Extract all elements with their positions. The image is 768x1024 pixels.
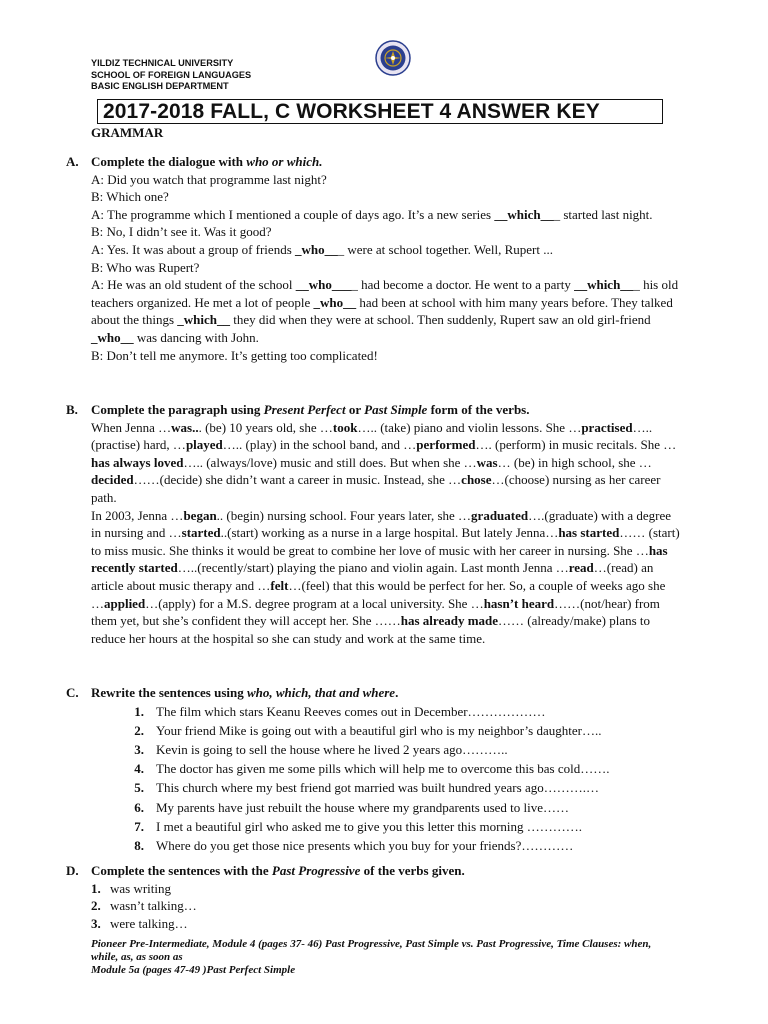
- answer: _who__: [313, 294, 357, 310]
- list-item: [91, 759, 681, 778]
- section-d-instruction: D. Complete the sentences with the Past Progressive of the verbs given.: [66, 863, 465, 878]
- answer: has already made: [400, 613, 499, 629]
- list-item: [91, 798, 681, 817]
- item-text: wasn’t talking…: [110, 898, 197, 914]
- paragraph-text: …..(practise) hard, …: [91, 419, 653, 453]
- paragraph-text: …… (start) to miss music. She thinks it would be great to combine her love of music with her career in nursing. She …: [91, 525, 680, 558]
- rewrite-list: [91, 702, 681, 856]
- section-c-instruction: C. Rewrite the sentences using who, which, that and where.: [66, 685, 399, 700]
- item-number: 3.: [134, 742, 144, 757]
- item-text: My parents have just rebuilt the house where my grandparents used to live……: [156, 799, 570, 815]
- answer: played: [185, 437, 223, 453]
- worksheet-title: 2017-2018 FALL, C WORKSHEET 4 ANSWER KEY: [103, 100, 600, 123]
- answer: _which__: [177, 312, 231, 328]
- section-b: [66, 401, 681, 647]
- dialogue-line: A: Did you watch that programme last night?: [91, 171, 327, 187]
- answer: has started: [558, 525, 620, 541]
- list-item: [91, 778, 681, 797]
- page-footer: [91, 938, 681, 978]
- section-d-letter: D.: [66, 863, 79, 878]
- paragraph-text: .. (begin) nursing school. Four years later, she …: [216, 507, 472, 523]
- paragraph-text: ….(graduate) with a degree in nursing and …: [91, 507, 672, 541]
- dialogue-line: A: Yes. It was about a group of friends _who___ were at school together. Well, Rupert ...: [91, 241, 553, 257]
- item-text: Kevin is going to sell the house where he lived 2 years ago………..: [156, 742, 508, 757]
- paragraph-text: When Jenna …: [91, 419, 172, 435]
- paragraph-text: …..(recently/start) playing the piano and violin again. Last month Jenna …: [177, 560, 569, 576]
- item-number: 1.: [91, 880, 101, 896]
- section-b-letter: B.: [66, 402, 78, 417]
- section-c-letter: C.: [66, 685, 79, 700]
- answer: __who___: [295, 277, 352, 293]
- item-number: 2.: [91, 898, 101, 914]
- department-name: BASIC ENGLISH DEPARTMENT: [91, 81, 229, 91]
- paragraph-text: …… (already/make) plans to reduce her hours at the hospital so she can study and work at the same time.: [91, 613, 651, 646]
- paragraph-text: ..(start) working as a nurse in a large hospital. But lately Jenna…: [220, 525, 559, 541]
- school-name: SCHOOL OF FOREIGN LANGUAGES: [91, 69, 252, 80]
- item-text: The film which stars Keanu Reeves comes out in December………………: [156, 703, 546, 719]
- answer: read: [568, 560, 594, 576]
- item-text: This church where my best friend got married was built hundred years ago……….…: [156, 780, 599, 796]
- list-item: [91, 817, 681, 836]
- university-seal-icon: [375, 40, 411, 76]
- footer-line-1: Pioneer Pre-Intermediate, Module 4 (pages 37- 46) Past Progressive, Past Simple vs. Past Progressive, Time Clauses: when, while, as, as soon as: [91, 938, 652, 964]
- paragraph-text: …(choose) nursing as her career path.: [91, 472, 661, 505]
- item-text: Your friend Mike is going out with a beautiful girl who is my neighbor’s daughter…..: [156, 722, 602, 738]
- item-text: I met a beautiful girl who asked me to give you this letter this morning ………….: [156, 818, 583, 834]
- list-item: [91, 702, 681, 721]
- answer: graduated: [471, 507, 529, 523]
- section-a-letter: A.: [66, 154, 79, 169]
- item-number: 2.: [134, 722, 144, 738]
- dialogue-line: B: Don’t tell me anymore. It’s getting too complicated!: [91, 347, 378, 363]
- answer: __which__: [574, 277, 634, 293]
- answer: _who__: [91, 329, 134, 345]
- worksheet-title-box: [97, 99, 663, 124]
- paragraph-text: ….. (always/love) music and still does. But when she …: [183, 454, 477, 470]
- section-a-instruction: A. Complete the dialogue with who or which.: [66, 154, 323, 169]
- paragraph-1: [91, 419, 681, 507]
- answer: has always loved: [91, 454, 184, 470]
- grammar-heading: GRAMMAR: [91, 125, 164, 140]
- answer: felt: [270, 577, 289, 593]
- answer: started: [181, 525, 221, 541]
- item-text: Where do you get those nice presents which you buy for your friends?…………: [156, 838, 574, 854]
- answer: _who__: [295, 241, 338, 257]
- past-progressive-list: [91, 880, 681, 933]
- item-number: 8.: [134, 838, 144, 854]
- paragraph-text: ….. (play) in the school band, and …: [222, 437, 417, 453]
- answer: performed: [416, 437, 476, 453]
- item-text: The doctor has given me some pills which will help me to overcome this bas cold…….: [156, 761, 610, 777]
- answer: practised: [581, 419, 633, 435]
- answer: applied: [104, 595, 146, 611]
- paragraph-text: … (be) in high school, she …: [497, 454, 652, 470]
- answer: chose: [461, 472, 492, 488]
- paragraph-text: ……(decide) she didn’t want a career in music. Instead, she …: [133, 472, 462, 488]
- item-number: 6.: [134, 799, 144, 815]
- answer: has recently started: [91, 542, 668, 576]
- item-number: 3.: [91, 916, 101, 932]
- list-item: [91, 915, 681, 933]
- answer: was..: [171, 419, 199, 435]
- paragraph-text: ……(not/hear) from them yet, but she’s confident they will accept her. She ……: [91, 595, 660, 629]
- list-item: [91, 897, 681, 915]
- list-item: [91, 880, 681, 898]
- paragraph-text: In 2003, Jenna …: [91, 507, 184, 523]
- paragraph-2: [91, 507, 681, 648]
- answer: hasn’t heard: [483, 595, 555, 611]
- dialogue-line: B: No, I didn’t see it. Was it good?: [91, 224, 272, 240]
- paragraph-text: …(apply) for a M.S. degree program at a local university. She …: [145, 595, 484, 611]
- paragraph-text: …(read) an article about music therapy and …: [91, 560, 654, 593]
- list-item: [91, 836, 681, 855]
- paragraph-text: ….. (take) piano and violin lessons. She …: [357, 419, 582, 435]
- answer: decided: [91, 472, 134, 488]
- item-number: 7.: [134, 818, 144, 834]
- dialogue-line: A: He was an old student of the school __who____ had become a doctor. He went to a party __which___ his old teachers organized. He met a lot of people _who__ had been at school with him many years before. They talked about the things _which__ they did when they were at school. Then suddenly, Rupert saw an old girl-friend _who__ was dancing with John.: [91, 277, 679, 345]
- institution-header: [91, 58, 251, 93]
- answer: began: [183, 507, 217, 523]
- dialogue-line: B: Which one?: [91, 189, 169, 205]
- item-number: 4.: [134, 761, 144, 777]
- footer-line-2: Module 5a (pages 47-49 )Past Perfect Simple: [91, 964, 296, 977]
- answer: took: [332, 419, 358, 435]
- answer: was: [476, 454, 498, 470]
- item-number: 1.: [134, 703, 144, 719]
- list-item: [91, 721, 681, 740]
- paragraph-text: . (be) 10 years old, she …: [198, 419, 333, 435]
- section-d: [66, 862, 681, 933]
- item-text: were talking…: [110, 916, 188, 932]
- paragraph-text: …. (perform) in music recitals. She …: [475, 437, 677, 453]
- section-b-instruction: B. Complete the paragraph using Present Perfect or Past Simple form of the verbs.: [66, 402, 530, 417]
- paragraph-text: …(feel) that this would be perfect for her. So, a couple of weeks ago she …: [91, 577, 666, 611]
- university-name: YILDIZ TECHNICAL UNIVERSITY: [91, 58, 234, 68]
- item-text: was writing: [110, 880, 172, 896]
- dialogue-line: B: Who was Rupert?: [91, 259, 200, 275]
- list-item: [91, 740, 681, 759]
- dialogue-line: A: The programme which I mentioned a couple of days ago. It’s a new series __which___ started last night.: [91, 206, 653, 222]
- section-c: [66, 684, 681, 855]
- item-number: 5.: [134, 780, 144, 796]
- section-a: [66, 153, 681, 364]
- answer: __which__: [494, 206, 554, 222]
